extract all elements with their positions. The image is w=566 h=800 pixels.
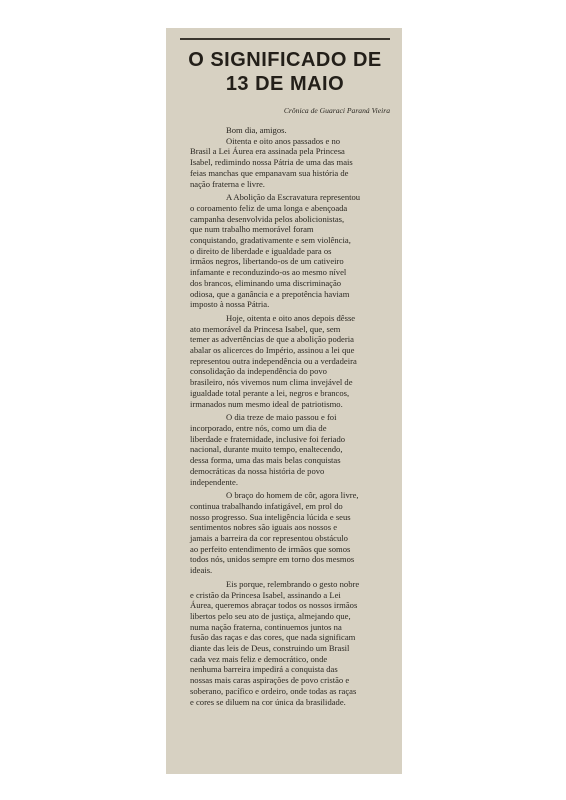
paragraph-line: infamante e reconduzindo-os ao mesmo nível [190,267,347,278]
paragraph-line: conquistando, gradativamente e sem violência, [190,235,351,246]
byline: Crônica de Guaraci Paraná Vieira [283,106,390,115]
paragraph-line: continua trabalhando infatigável, em prol do [190,500,343,511]
title-line-1: O SIGNIFICADO DE [188,49,382,71]
paragraph-line: Eis porque, relembrando o gesto nobre [226,578,360,589]
paragraph-line: ideais. [190,565,213,576]
paragraph-line: dos brancos, eliminando uma discriminação [190,277,342,288]
paragraph-line: e cristão da Princesa Isabel, assinando a Lei [190,589,341,600]
paragraph-line: libertos pelo seu ato de justiça, almejando que, [190,610,351,621]
paragraph-line: democráticas da nossa história de povo [190,465,325,476]
paragraph-line: incorporado, entre nós, como um dia de [190,422,327,433]
paragraph-line: Oitenta e oito anos passados e no [226,135,341,146]
paragraph [180,579,390,707]
paragraph-line: numa nação fraterna, continuemos juntos na [190,621,342,632]
paragraph-line: O braço do homem de côr, agora livre, [226,490,359,501]
paragraph-line: o coroamento feliz de uma longa e abençoada [190,202,348,213]
paragraph-line: abalar os alicerces do Império, assinou a lei que [190,345,355,356]
paragraph-line: Áurea, queremos abraçar todos os nossos irmãos [190,600,358,611]
paragraph-line: nenhuma barreira impedirá a conquista das [190,664,338,675]
greeting: Bom dia, amigos. [226,125,287,135]
paragraph-line: Brasil a Lei Áurea era assinada pela Princesa [190,146,345,157]
paragraph-line: dessa forma, uma das mais belas conquistas [190,455,341,466]
paragraph-line: igualdade total perante a lei, negros e brancos, [190,387,350,398]
article-title [180,48,390,96]
paragraph-line: A Abolição da Escravatura representou [226,192,361,203]
paragraph-line: diante das leis de Deus, construindo um Brasil [190,643,350,654]
paragraph [180,313,390,409]
paragraph-line: fusão das raças e das cores, que nada significam [190,632,356,643]
paragraph-line: nação fraterna e livre. [190,178,265,189]
paragraph-line: irmãos negros, libertando-os de um cativeiro [190,256,344,267]
paragraph-line: O dia treze de maio passou e foi [226,412,337,423]
paragraph-line: e cores se diluem na cor única da brasilidade. [190,696,346,707]
paragraph-line: independente. [190,476,238,487]
paragraph [180,412,390,487]
paragraph-line: nosso progresso. Sua inteligência lúcida e seus [190,511,351,522]
paragraph-line: cada vez mais feliz e democrático, onde [190,653,328,664]
paragraph-line: liberdade e fraternidade, inclusive foi feriado [190,433,346,444]
paragraph-line: sentimentos nobres são iguais aos nossos e [190,522,338,533]
paragraph-line: Isabel, redimindo nossa Pátria de uma das mais [190,157,353,168]
paragraph-line: feias manchas que empanavam sua história de [190,167,349,178]
paragraph-line: temer as advertências de que a abolição poderia [190,334,354,345]
paragraph-line: todos nós, unidos sempre em torno dos mesmos [190,554,355,565]
paragraph [180,490,390,576]
paragraph-line: ao perfeito entendimento de irmãos que somos [190,543,351,554]
paragraph-line: representou outra independência ou a verdadeira [190,355,357,366]
title-line-2: 13 DE MAIO [225,73,345,95]
paragraph-line: nacional, durante muito tempo, enaltecendo, [190,444,343,455]
paragraph-line: que num trabalho memorável foram [190,224,314,235]
paragraph-line: brasileiro, nós vivemos num clima invejável de [190,377,353,388]
top-rule [180,38,390,40]
paragraph-line: soberano, pacífico e ordeiro, onde todas as raças [190,685,357,696]
paragraph-line: o direito de liberdade e igualdade para os [190,245,332,256]
paragraph-line: irmanados num mesmo ideal de patriotismo. [190,398,343,409]
paragraph-line: Hoje, oitenta e oito anos depois dêsse [226,312,356,323]
paragraph-line: odiosa, que a ganância e a prepotência haviam [190,288,350,299]
paragraph [180,192,390,310]
paragraph-line: jamais a barreira da cor representou obstáculo [190,533,348,544]
paragraph-line: imposto à nossa Pátria. [190,299,270,310]
paragraph-line: ato memorável da Princesa Isabel, que, sem [190,323,341,334]
paragraph [180,136,390,190]
paragraph-line: campanha desenvolvida pelos abolicionistas, [190,213,345,224]
paragraph-line: consolidação da independência do povo [190,366,327,377]
article-body [180,136,390,708]
newspaper-clipping [166,28,402,774]
paragraph-line: nossas mais caras aspirações de povo cristão e [190,675,350,686]
